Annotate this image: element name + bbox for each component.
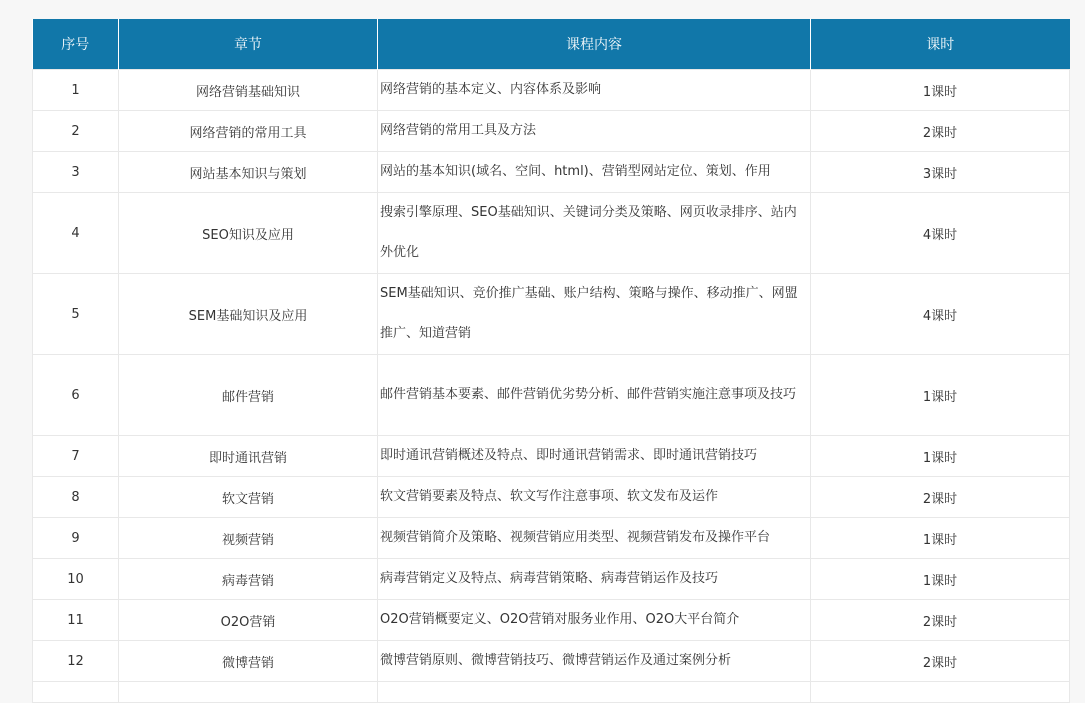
row-content: 邮件营销基本要素、邮件营销优劣势分析、邮件营销实施注意事项及技巧 — [378, 355, 811, 436]
row-chapter: 网站基本知识与策划 — [119, 152, 378, 193]
row-hours: 1课时 — [811, 436, 1070, 477]
table-row — [33, 600, 1070, 641]
table-row — [33, 111, 1070, 152]
row-hours: 1课时 — [811, 518, 1070, 559]
row-chapter: 邮件营销 — [119, 355, 378, 436]
row-content: 病毒营销定义及特点、病毒营销策略、病毒营销运作及技巧 — [378, 559, 811, 600]
row-hours-empty — [811, 682, 1070, 703]
curriculum-table — [32, 19, 1070, 703]
row-chapter: SEO知识及应用 — [119, 193, 378, 274]
row-chapter: 病毒营销 — [119, 559, 378, 600]
row-number: 12 — [33, 641, 119, 682]
row-chapter: O2O营销 — [119, 600, 378, 641]
row-number: 10 — [33, 559, 119, 600]
row-number-empty — [33, 682, 119, 703]
table-row — [33, 518, 1070, 559]
row-content-empty — [378, 682, 811, 703]
row-number: 6 — [33, 355, 119, 436]
header-chapter: 章节 — [119, 19, 378, 70]
table-row — [33, 641, 1070, 682]
table-header — [33, 19, 1070, 70]
row-content: 视频营销简介及策略、视频营销应用类型、视频营销发布及操作平台 — [378, 518, 811, 559]
row-chapter: 微博营销 — [119, 641, 378, 682]
table-body — [33, 70, 1070, 703]
row-chapter: 网络营销的常用工具 — [119, 111, 378, 152]
row-hours: 4课时 — [811, 193, 1070, 274]
row-hours: 1课时 — [811, 70, 1070, 111]
row-hours: 2课时 — [811, 477, 1070, 518]
row-content: 网络营销的基本定义、内容体系及影响 — [378, 70, 811, 111]
table-row — [33, 477, 1070, 518]
row-number: 3 — [33, 152, 119, 193]
row-number: 4 — [33, 193, 119, 274]
table-row — [33, 193, 1070, 274]
table-row — [33, 355, 1070, 436]
row-number: 7 — [33, 436, 119, 477]
row-number: 5 — [33, 274, 119, 355]
row-number: 2 — [33, 111, 119, 152]
row-chapter: 即时通讯营销 — [119, 436, 378, 477]
row-number: 8 — [33, 477, 119, 518]
row-content: 搜索引擎原理、SEO基础知识、关键词分类及策略、网页收录排序、站内外优化 — [378, 193, 811, 274]
row-chapter: SEM基础知识及应用 — [119, 274, 378, 355]
row-hours: 1课时 — [811, 559, 1070, 600]
header-hours: 课时 — [811, 19, 1070, 70]
row-content: 网络营销的常用工具及方法 — [378, 111, 811, 152]
row-chapter: 软文营销 — [119, 477, 378, 518]
row-hours: 4课时 — [811, 274, 1070, 355]
row-content: 软文营销要素及特点、软文写作注意事项、软文发布及运作 — [378, 477, 811, 518]
row-hours: 2课时 — [811, 111, 1070, 152]
row-content: 微博营销原则、微博营销技巧、微博营销运作及通过案例分析 — [378, 641, 811, 682]
row-hours: 2课时 — [811, 600, 1070, 641]
row-hours: 1课时 — [811, 355, 1070, 436]
header-content: 课程内容 — [378, 19, 811, 70]
row-content: 网站的基本知识(域名、空间、html)、营销型网站定位、策划、作用 — [378, 152, 811, 193]
table-row — [33, 274, 1070, 355]
table-row — [33, 436, 1070, 477]
row-chapter: 网络营销基础知识 — [119, 70, 378, 111]
table-row-partial — [33, 682, 1070, 703]
row-hours: 3课时 — [811, 152, 1070, 193]
row-number: 11 — [33, 600, 119, 641]
row-chapter-empty — [119, 682, 378, 703]
row-number: 9 — [33, 518, 119, 559]
row-hours: 2课时 — [811, 641, 1070, 682]
row-number: 1 — [33, 70, 119, 111]
header-row — [33, 19, 1070, 70]
table-row — [33, 70, 1070, 111]
row-chapter: 视频营销 — [119, 518, 378, 559]
row-content: 即时通讯营销概述及特点、即时通讯营销需求、即时通讯营销技巧 — [378, 436, 811, 477]
row-content: SEM基础知识、竞价推广基础、账户结构、策略与操作、移动推广、网盟推广、知道营销 — [378, 274, 811, 355]
row-content: O2O营销概要定义、O2O营销对服务业作用、O2O大平台简介 — [378, 600, 811, 641]
header-number: 序号 — [33, 19, 119, 70]
table-row — [33, 559, 1070, 600]
curriculum-table-container — [32, 19, 1069, 703]
table-row — [33, 152, 1070, 193]
